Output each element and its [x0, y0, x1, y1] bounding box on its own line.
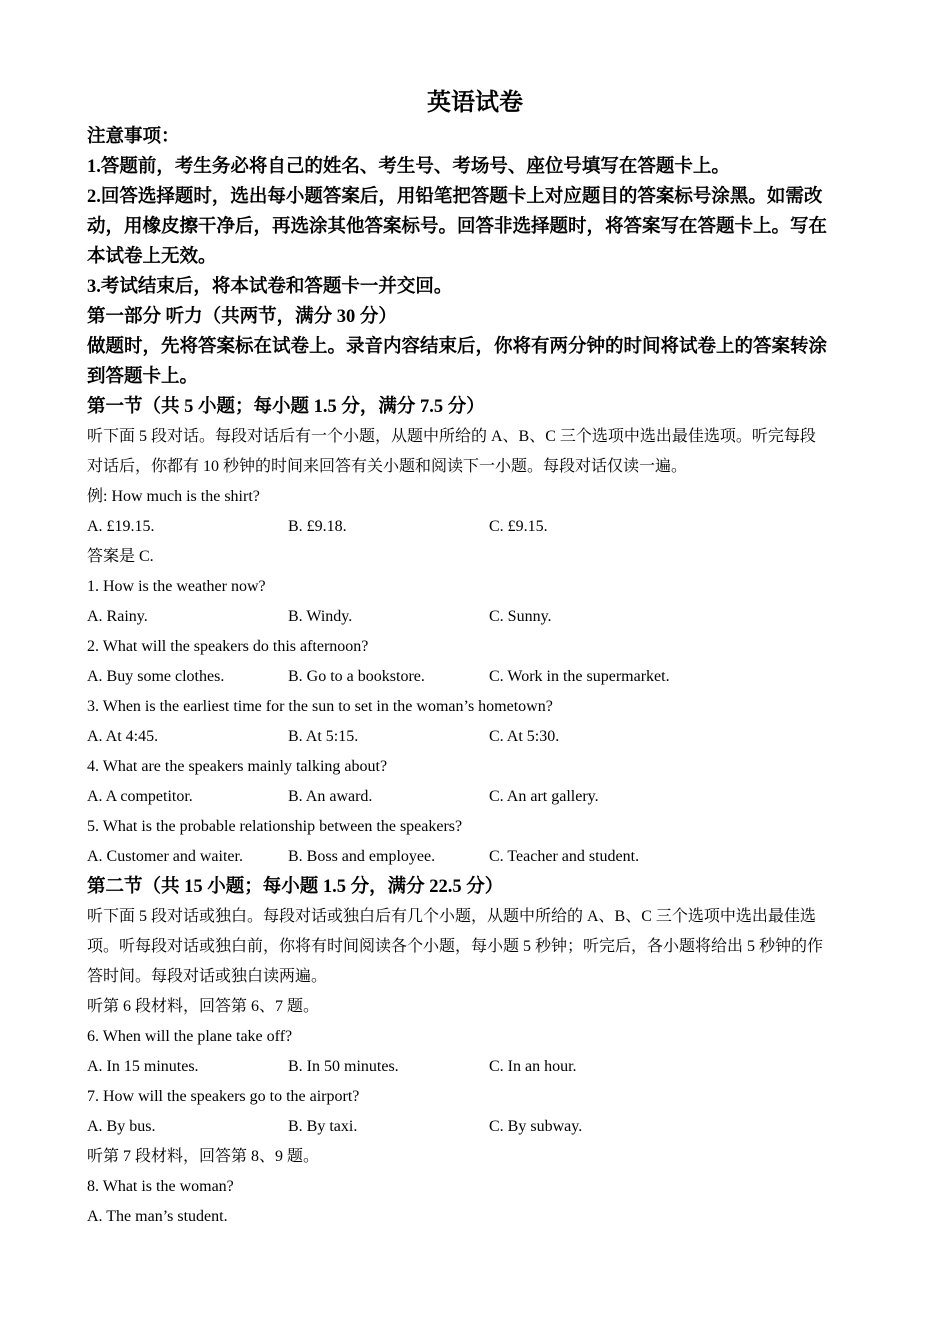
notice-item: 动，用橡皮擦干净后，再选涂其他答案标号。回答非选择题时，将答案写在答题卡上。写在: [87, 217, 828, 237]
question-options: [87, 722, 862, 752]
option-b: B. By taxi.: [288, 1118, 358, 1135]
option-b: B. At 5:15.: [288, 728, 359, 745]
section2-instruction: 答时间。每段对话或独白读两遍。: [87, 968, 328, 985]
question: 7. How will the speakers go to the airport?: [87, 1088, 360, 1105]
section1-instruction: 听下面 5 段对话。每段对话后有一个小题，从题中所给的 A、B、C 三个选项中选出最佳选项。听完每段: [87, 428, 816, 445]
material-label: 听第 7 段材料，回答第 8、9 题。: [87, 1148, 320, 1165]
question: 2. What will the speakers do this afternoon?: [87, 638, 369, 655]
option-a: A. Rainy.: [87, 608, 148, 625]
option-c: C. An art gallery.: [489, 788, 599, 805]
exam-content: [87, 122, 862, 1232]
section2-instruction: 听下面 5 段对话或独白。每段对话或独白后有几个小题，从题中所给的 A、B、C 三个选项中选出最佳选: [87, 908, 816, 925]
example-question: 例: How much is the shirt?: [87, 488, 260, 505]
option-a: A. At 4:45.: [87, 728, 159, 745]
option-a: A. £19.15.: [87, 518, 155, 535]
section2-heading: 第二节（共 15 小题；每小题 1.5 分，满分 22.5 分）: [87, 877, 504, 897]
example-answer: 答案是 C.: [87, 548, 154, 565]
notice-item: 2.回答选择题时，选出每小题答案后，用铅笔把答题卡上对应题目的答案标号涂黑。如需改: [87, 187, 823, 207]
question-options: [87, 662, 862, 692]
option-c: C. In an hour.: [489, 1058, 577, 1075]
question: 1. How is the weather now?: [87, 578, 266, 595]
option-a: A. Customer and waiter.: [87, 848, 243, 865]
option-c: C. At 5:30.: [489, 728, 560, 745]
question: 3. When is the earliest time for the sun to set in the woman’s hometown?: [87, 698, 553, 715]
option-a: A. Buy some clothes.: [87, 668, 225, 685]
option-b: B. Go to a bookstore.: [288, 668, 425, 685]
option-b: B. Windy.: [288, 608, 353, 625]
page-title: 英语试卷: [427, 90, 523, 116]
option-a: A. The man’s student.: [87, 1208, 228, 1225]
notice-item: 本试卷上无效。: [87, 247, 217, 267]
option-a: A. In 15 minutes.: [87, 1058, 199, 1075]
notice-item: 1.答题前，考生务必将自己的姓名、考生号、考场号、座位号填写在答题卡上。: [87, 157, 730, 177]
option-b: B. Boss and employee.: [288, 848, 436, 865]
option-c: C. Teacher and student.: [489, 848, 640, 865]
option-c: C. Work in the supermarket.: [489, 668, 670, 685]
question-options: [87, 842, 862, 872]
option-b: B. An award.: [288, 788, 373, 805]
part1-heading: 第一部分 听力（共两节，满分 30 分）: [87, 307, 397, 327]
notice-item: 3.考试结束后，将本试卷和答题卡一并交回。: [87, 277, 453, 297]
section1-heading: 第一节（共 5 小题；每小题 1.5 分，满分 7.5 分）: [87, 397, 485, 417]
option-c: C. £9.15.: [489, 518, 548, 535]
part1-instruction: 到答题卡上。: [87, 367, 199, 387]
section1-instruction: 对话后，你都有 10 秒钟的时间来回答有关小题和阅读下一小题。每段对话仅读一遍。: [87, 458, 688, 475]
question-options: [87, 1112, 862, 1142]
option-b: B. In 50 minutes.: [288, 1058, 399, 1075]
material-label: 听第 6 段材料，回答第 6、7 题。: [87, 998, 320, 1015]
option-c: C. By subway.: [489, 1118, 583, 1135]
option-b: B. £9.18.: [288, 518, 347, 535]
example-options: [87, 512, 862, 542]
question: 6. When will the plane take off?: [87, 1028, 293, 1045]
section2-instruction: 项。听每段对话或独白前，你将有时间阅读各个小题，每小题 5 秒钟；听完后，各小题将给出 5 秒钟的作: [87, 938, 824, 955]
option-a: A. A competitor.: [87, 788, 193, 805]
option-c: C. Sunny.: [489, 608, 552, 625]
option-a: A. By bus.: [87, 1118, 156, 1135]
part1-instruction: 做题时，先将答案标在试卷上。录音内容结束后，你将有两分钟的时间将试卷上的答案转涂: [87, 337, 828, 357]
question-options: [87, 782, 862, 812]
notice-heading: 注意事项：: [87, 127, 180, 147]
question-options: [87, 602, 862, 632]
question: 4. What are the speakers mainly talking about?: [87, 758, 388, 775]
question-options: [87, 1052, 862, 1082]
question: 5. What is the probable relationship between the speakers?: [87, 818, 463, 835]
question: 8. What is the woman?: [87, 1178, 234, 1195]
